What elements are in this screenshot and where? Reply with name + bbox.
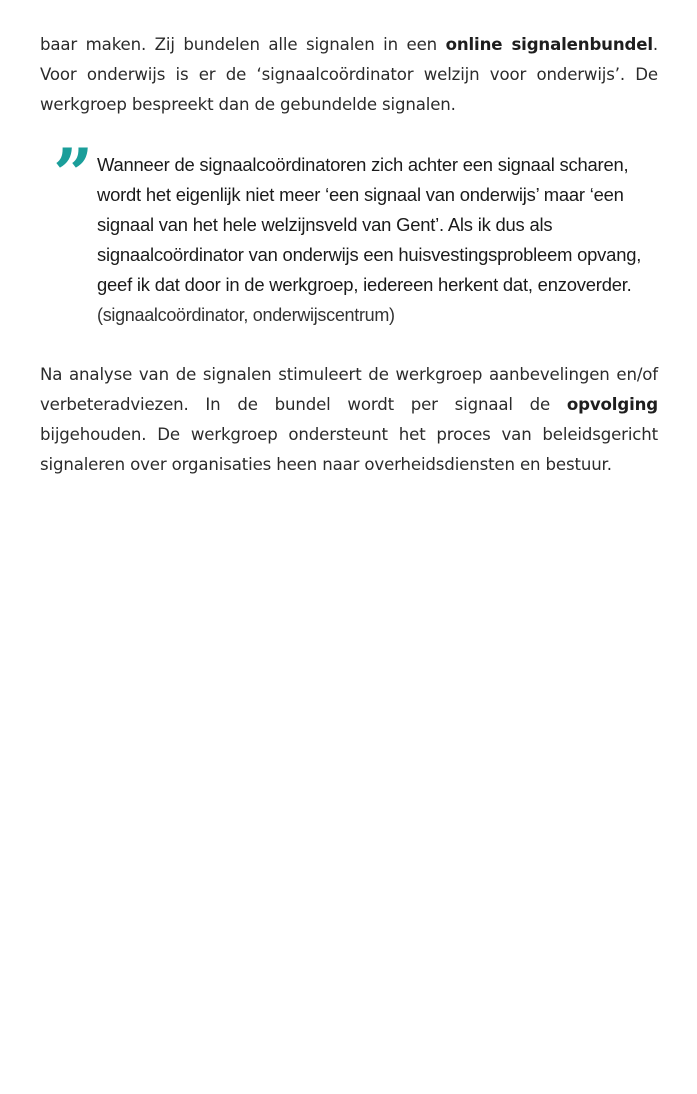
intro-text-2: . Voor onderwijs is er de ‘signaalcoördinator welzijn voor onderwijs’. De werkgroep bespreekt dan de gebundelde signalen. — [40, 35, 658, 114]
intro-paragraph — [40, 30, 658, 120]
quotation-mark-icon: ” — [53, 133, 94, 216]
quote-block — [40, 133, 658, 330]
closing-text-1: Na analyse van de signalen stimuleert de werkgroep aanbevelingen en/of verbeteradviezen. In de bundel wordt per signaal de — [40, 365, 658, 414]
closing-text-2: bijgehouden. De werkgroep ondersteunt het proces van beleidsgericht signaleren over organisaties heen naar overheidsdiensten en bestuur. — [40, 425, 658, 474]
closing-paragraph — [40, 360, 658, 480]
closing-bold-opvolging: opvolging — [566, 395, 658, 414]
document-page — [40, 30, 658, 480]
intro-text-1: baar maken. Zij bundelen alle signalen in een — [40, 35, 446, 54]
quote-source: (signaalcoördinator, onderwijscentrum) — [97, 305, 395, 325]
quote-text: Wanneer de signaalcoördinatoren zich achter een signaal scharen, wordt het eigenlijk niet meer ‘een signaal van onderwijs’ maar ‘een signaal van het hele welzijnsveld van Gent’. Als ik dus als signaalcoördinator van onderwijs een huisvestingsprobleem opvang, geef ik dat door in de werkgroep, iedereen herkent dat, enzoverder. — [97, 154, 642, 295]
intro-bold-online-signalenbundel: online signalenbundel — [445, 35, 653, 54]
